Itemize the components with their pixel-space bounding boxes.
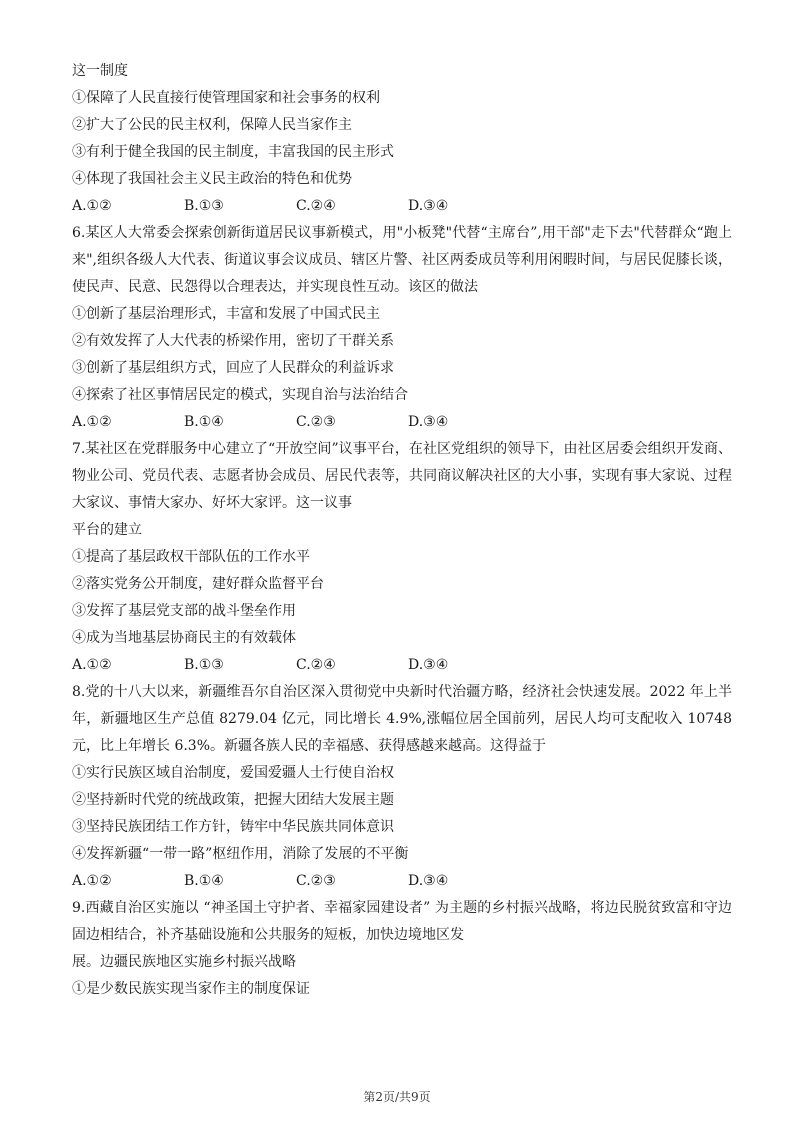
q6-option-a: A.①② [72,414,112,430]
q9-stem-tail: 展。边疆民族地区实施乡村振兴战略 [72,954,296,970]
q8-option-b: B.①④ [184,873,224,889]
q8-statement-1: ①实行民族区域自治制度，爱国爱疆人士行使自治权 [72,765,394,781]
q8-statement-3: ③坚持民族团结工作方针，铸牢中华民族共同体意识 [72,819,394,835]
q7-option-a: A.①② [72,657,112,673]
q5-options [72,193,732,220]
q7-option-d: D.③④ [408,657,449,673]
q8-options [72,868,732,895]
q7-statement-3: ③发挥了基层党支部的战斗堡垒作用 [72,603,296,619]
q6-option-d: D.③④ [408,414,449,430]
q6-statement-3: ③创新了基层组织方式，回应了人民群众的利益诉求 [72,360,394,376]
q8-option-c: C.②③ [296,873,336,889]
q8-stem: 8.党的十八大以来，新疆维吾尔自治区深入贯彻党中央新时代治疆方略，经济社会快速发展。2022 年上半年，新疆地区生产总值 8279.04 亿元，同比增长 4.9%,涨幅位居全国前列，居民人均可支配收入 10748 元，比上年增长 6.3%。新疆各族人民的幸福感、获得感越来越高。这得益于 [72,684,732,754]
q7-statement-4: ④成为当地基层协商民主的有效载体 [72,630,296,646]
q6-statement-4: ④探索了社区事情居民定的模式，实现自治与法治结合 [72,387,408,403]
q5-option-b: B.①③ [184,198,224,214]
q5-statement-1: ①保障了人民直接行使管理国家和社会事务的权利 [72,90,380,106]
q8-option-a: A.①② [72,873,112,889]
q9-statement-1: ①是少数民族实现当家作主的制度保证 [72,981,310,997]
q6-options [72,409,732,436]
q5-stem-tail: 这一制度 [72,63,128,79]
q5-statement-3: ③有利于健全我国的民主制度，丰富我国的民主形式 [72,144,394,160]
q5-statement-2: ②扩大了公民的民主权利，保障人民当家作主 [72,117,352,133]
q5-option-a: A.①② [72,198,112,214]
q9-stem: 9.西藏自治区实施以 “神圣国土守护者、幸福家园建设者” 为主题的乡村振兴战略，将边民脱贫致富和守边固边相结合，补齐基础设施和公共服务的短板，加快边境地区发 [72,900,732,943]
q7-stem-tail: 平台的建立 [72,522,142,538]
page-number-footer: 第2页/共9页 [363,1090,431,1104]
question-content [72,58,732,1003]
q6-stem: 6.某区人大常委会探索创新街道居民议事新模式，用"小板凳"代替“主席台”,用干部"走下去"代替群众“跑上来",组织各级人大代表、街道议事会议成员、辖区片警、社区两委成员等利用闲暇时间，与居民促膝长谈，使民声、民意、民怨得以合理表达，并实现良性互动。该区的做法 [72,225,732,295]
q8-statement-4: ④发挥新疆“一带一路”枢纽作用，消除了发展的不平衡 [72,846,409,862]
q6-option-c: C.②③ [296,414,336,430]
q7-option-b: B.①③ [184,657,224,673]
q7-statement-1: ①提高了基层政权干部队伍的工作水平 [72,549,310,565]
q8-option-d: D.③④ [408,873,449,889]
q5-option-c: C.②④ [296,198,336,214]
q5-statement-4: ④体现了我国社会主义民主政治的特色和优势 [72,171,352,187]
q7-options [72,652,732,679]
q6-option-b: B.①④ [184,414,224,430]
q6-statement-2: ②有效发挥了人大代表的桥梁作用，密切了干群关系 [72,333,394,349]
q8-statement-2: ②坚持新时代党的统战政策，把握大团结大发展主题 [72,792,394,808]
q7-statement-2: ②落实党务公开制度，建好群众监督平台 [72,576,324,592]
q7-option-c: C.②④ [296,657,336,673]
q5-option-d: D.③④ [408,198,449,214]
q7-stem: 7.某社区在党群服务中心建立了“开放空间”议事平台，在社区党组织的领导下，由社区居委会组织开发商、物业公司、党员代表、志愿者协会成员、居民代表等，共同商议解决社区的大小事，实现有事大家说、过程大家议、事情大家办、好坏大家评。这一议事 [72,441,732,511]
q6-statement-1: ①创新了基层治理形式，丰富和发展了中国式民主 [72,306,380,322]
